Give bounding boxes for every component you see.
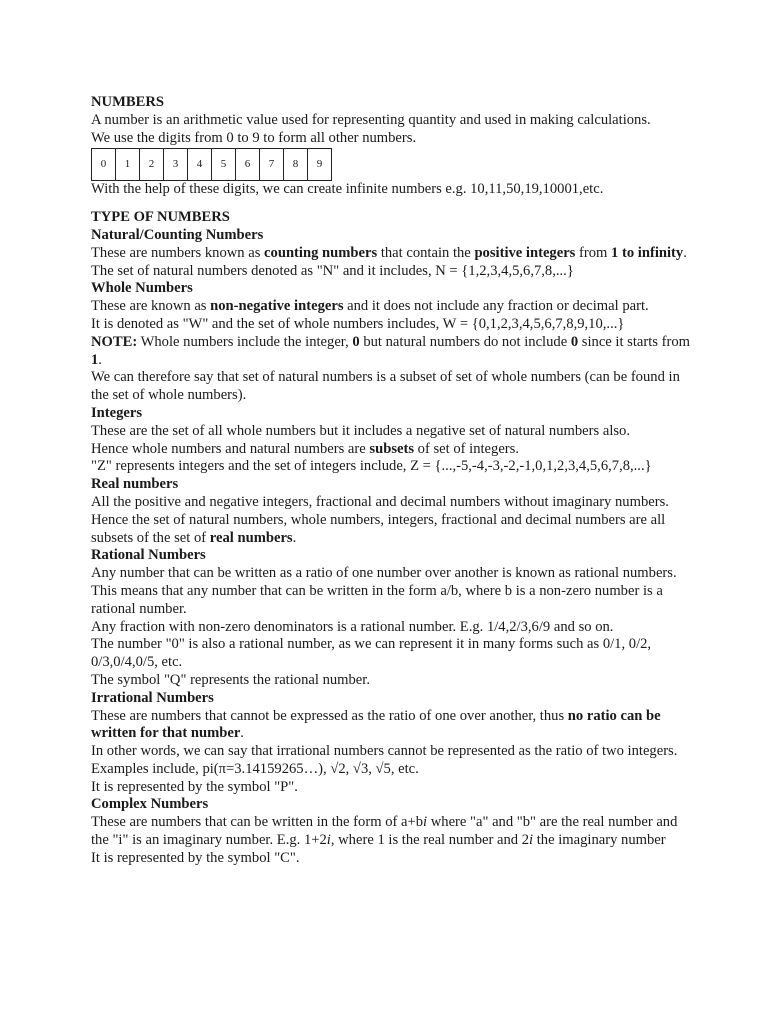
real-paragraph-1: [91, 494, 691, 547]
integers-heading: Integers: [91, 404, 143, 421]
digit-cell: 0: [92, 149, 116, 181]
text: of set of integers.: [414, 440, 519, 457]
text: These are numbers that can be written in the form of a+b: [91, 814, 424, 831]
complex-paragraph-1: [91, 814, 691, 850]
digit-cell: 6: [236, 149, 260, 181]
integers-paragraph-1: These are the set of all whole numbers but it includes a negative set of natural numbers also.: [91, 422, 630, 439]
integers-paragraph-2: [91, 441, 691, 459]
rational-paragraph-1: Any number that can be written as a ratio of one number over another is known as rational numbers. This means that any number that can be written in the form a/b, where b is a non-zero number is a rational number.: [91, 565, 677, 617]
digit-cell: 1: [116, 149, 140, 181]
italic-text: i: [423, 814, 428, 831]
integers-paragraph-3: "Z" represents integers and the set of integers include, Z = {...,-5,-4,-3,-2,-1,0,1,2,3,4,5,6,7,8,...}: [91, 458, 652, 475]
text: These are known as: [91, 298, 211, 315]
rational-heading: Rational Numbers: [91, 547, 206, 564]
natural-heading: Natural/Counting Numbers: [91, 226, 264, 243]
text: .: [240, 725, 244, 742]
bold-text: positive integers: [474, 244, 576, 261]
digit-cell: 2: [140, 149, 164, 181]
whole-paragraph-1: [91, 298, 691, 316]
irrational-paragraph-4: It is represented by the symbol "P".: [91, 778, 298, 795]
complex-heading: Complex Numbers: [91, 796, 209, 813]
real-heading: Real numbers: [91, 476, 179, 493]
text: that contain the: [377, 244, 475, 261]
text: These are numbers known as: [91, 244, 265, 261]
page-title: NUMBERS: [91, 94, 164, 110]
bold-text: 1: [91, 351, 99, 368]
bold-text: counting numbers: [264, 244, 378, 261]
digits-table: [91, 148, 332, 181]
digit-cell: 7: [260, 149, 284, 181]
text: Hence whole numbers and natural numbers are: [91, 440, 370, 457]
digit-cell: 9: [308, 149, 332, 181]
intro-line-1: A number is an arithmetic value used for representing quantity and used in making calculations.: [91, 111, 651, 128]
digit-cell: 8: [284, 149, 308, 181]
text: These are numbers that cannot be expressed as the ratio of one over another, thus: [91, 707, 568, 724]
natural-paragraph-1: [91, 245, 691, 263]
note-label: NOTE:: [91, 333, 138, 350]
bold-text: subsets: [369, 440, 415, 457]
bold-text: real numbers: [209, 529, 293, 546]
text: , where 1 is the real number and 2: [330, 832, 530, 849]
whole-paragraph-3: We can therefore say that set of natural numbers is a subset of set of whole numbers (can be found in the set of whole numbers).: [91, 369, 680, 404]
whole-note: [91, 334, 691, 370]
digit-cell: 5: [212, 149, 236, 181]
complex-paragraph-2: It is represented by the symbol "C".: [91, 849, 300, 866]
irrational-paragraph-1: [91, 708, 691, 744]
natural-paragraph-2: The set of natural numbers denoted as "N" and it includes, N = {1,2,3,4,5,6,7,8,...}: [91, 262, 574, 279]
whole-heading: Whole Numbers: [91, 280, 193, 297]
italic-text: i: [529, 832, 534, 849]
types-heading: TYPE OF NUMBERS: [91, 209, 230, 226]
intro-line-2: We use the digits from 0 to 9 to form all other numbers.: [91, 129, 417, 146]
text: All the positive and negative integers, fractional and decimal numbers without imaginary numbers. Hence the set of natural numbers, whole numbers, integers, fractional and decimal numbers are all subsets of the set of: [91, 493, 669, 546]
irrational-heading: Irrational Numbers: [91, 689, 214, 706]
document-body: [91, 94, 691, 868]
whole-paragraph-2: It is denoted as "W" and the set of whole numbers includes, W = {0,1,2,3,4,5,6,7,8,9,10,...}: [91, 315, 625, 332]
irrational-paragraph-3: Examples include, pi(π=3.14159265…), √2, √3, √5, etc.: [91, 760, 419, 777]
irrational-paragraph-2: In other words, we can say that irrational numbers cannot be represented as the ratio of two integers.: [91, 743, 678, 760]
after-digits-text: With the help of these digits, we can create infinite numbers e.g. 10,11,50,19,10001,etc.: [91, 181, 604, 198]
bold-text: 0: [352, 333, 360, 350]
text: since it starts from: [578, 333, 691, 350]
italic-text: i: [326, 832, 331, 849]
text: Whole numbers include the integer,: [137, 333, 353, 350]
text: but natural numbers do not include: [359, 333, 571, 350]
digit-cell: 3: [164, 149, 188, 181]
bold-text: no ratio can be written for that number: [91, 707, 661, 742]
text: where "a" and "b" are the real number and the "i" is an imaginary number. E.g. 1+2: [91, 814, 678, 849]
text: the imaginary number: [533, 832, 666, 849]
bold-text: 1 to infinity: [611, 244, 684, 261]
text: from: [575, 244, 612, 261]
text: .: [292, 529, 297, 546]
text: .: [98, 351, 102, 368]
rational-paragraph-4: The symbol "Q" represents the rational number.: [91, 671, 370, 688]
digit-cell: 4: [188, 149, 212, 181]
bold-text: 0: [570, 333, 579, 350]
rational-paragraph-2: Any fraction with non-zero denominators is a rational number. E.g. 1/4,2/3,6/9 and so on.: [91, 618, 614, 635]
rational-paragraph-3: The number "0" is also a rational number, as we can represent it in many forms such as 0/1, 0/2, 0/3,0/4,0/5, etc.: [91, 636, 652, 671]
text: and it does not include any fraction or decimal part.: [343, 298, 649, 315]
bold-text: non-negative integers: [210, 298, 344, 315]
text: .: [683, 244, 687, 261]
